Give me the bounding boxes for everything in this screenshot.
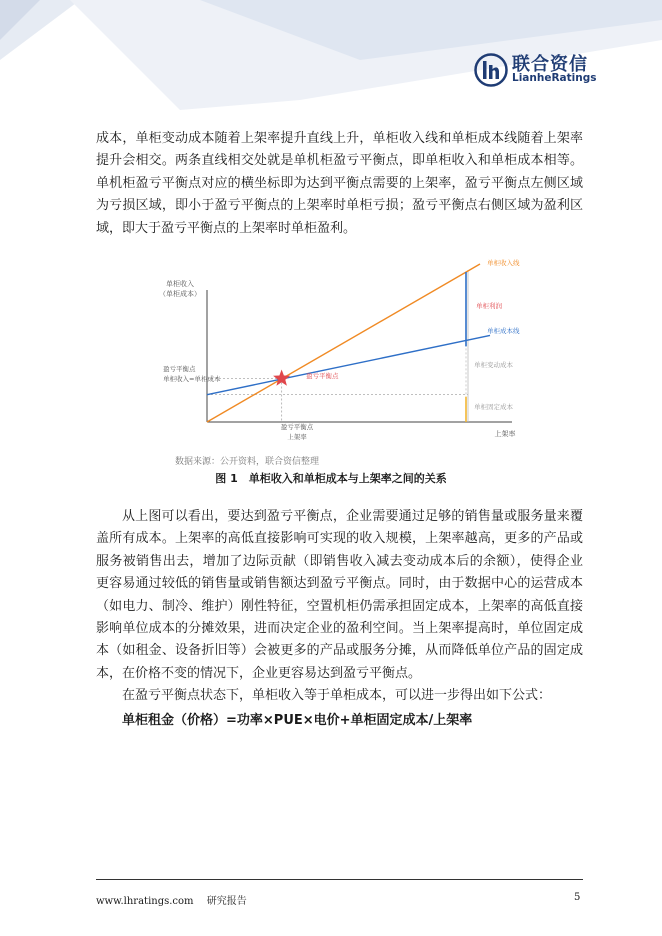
logo-text-en: LianheRatings xyxy=(512,72,597,84)
fixed-cost-label: 单柜固定成本 xyxy=(474,403,513,411)
paragraph-line: 提升会相交。两条直线相交处就是单机柜盈亏平衡点，即单柜收入和单柜成本相等。 xyxy=(96,153,583,169)
y-marker-label-line2: 单柜收入=单柜成本 xyxy=(163,375,221,383)
cost-line xyxy=(207,335,490,394)
paragraph-line: 单机柜盈亏平衡点对应的横坐标即为达到平衡点需要的上架率，盈亏平衡点左侧区域 xyxy=(96,175,583,191)
footer-divider xyxy=(96,879,583,880)
y-axis-label-line2: （单柜成本） xyxy=(159,290,201,298)
paragraph-line: 更容易通过较低的销售量或销售额达到盈亏平衡点。同时，由于数据中心的运营成本 xyxy=(96,576,583,592)
cost-line-label: 单柜成本线 xyxy=(487,327,520,335)
paragraph-line: 域，即大于盈亏平衡点的上架率时单柜盈利。 xyxy=(96,220,357,236)
break-even-point-label: 盈亏平衡点 xyxy=(306,372,339,380)
paragraph-line: 为亏损区域，即小于盈亏平衡点的上架率时单柜亏损；盈亏平衡点右侧区域为盈利区 xyxy=(96,198,583,214)
paragraph-line: 在盈亏平衡点状态下，单柜收入等于单柜成本，可以进一步得出如下公式： xyxy=(122,688,552,704)
footer-website-link[interactable]: www.lhratings.com xyxy=(96,896,194,907)
break-even-chart xyxy=(0,250,662,450)
paragraph-1 xyxy=(96,128,583,240)
paragraph-line: 成本，单柜变动成本随着上架率提升直线上升，单柜收入线和单柜成本线随着上架率 xyxy=(96,131,583,146)
logo-text-cn: 联合资信 xyxy=(512,54,588,75)
logo-mark-icon xyxy=(474,53,508,87)
figure-source: 数据来源：公开资料，联合资信整理 xyxy=(175,457,320,467)
figure-caption: 图 1 单柜收入和单柜成本与上架率之间的关系 xyxy=(215,472,447,485)
x-axis-label: 上架率 xyxy=(494,430,516,438)
paragraph-line: （如电力、制冷、维护）刚性特征，空置机柜仍需承担固定成本，上架率的高低直接 xyxy=(96,598,583,614)
company-logo xyxy=(474,50,604,90)
paragraph-line: 盖所有成本。上架率的高低直接影响可实现的收入规模，上架率越高，更多的产品或 xyxy=(96,531,583,547)
paragraph-line: 从上图可以看出，要达到盈亏平衡点，企业需要通过足够的销售量或服务量来覆 xyxy=(122,509,583,524)
profit-label: 单柜利润 xyxy=(476,302,502,310)
variable-cost-label: 单柜变动成本 xyxy=(474,361,513,369)
footer-left xyxy=(96,892,247,907)
revenue-line-label: 单柜收入线 xyxy=(487,259,520,267)
page-number: 5 xyxy=(574,892,581,903)
paragraph-line: 本，在价格不变的情况下，企业更容易达到盈亏平衡点。 xyxy=(96,665,422,681)
y-axis-label-line1: 单柜收入 xyxy=(166,280,194,288)
revenue-line xyxy=(207,264,480,422)
footer-label: 研究报告 xyxy=(206,896,247,907)
paragraph-line: 服务被销售出去，增加了边际贡献（即销售收入减去变动成本后的余额），使得企业 xyxy=(96,553,583,569)
y-marker-label-line1: 盈亏平衡点 xyxy=(163,365,196,373)
paragraph-2 xyxy=(96,506,583,708)
paragraph-line: 影响单位成本的分摊效果，进而决定企业的盈利空间。当上架率提高时，单位固定成 xyxy=(96,621,583,637)
formula: 单柜租金（价格）=功率×PUE×电价+单柜固定成本/上架率 xyxy=(122,713,473,728)
paragraph-line: 本（如租金、设备折旧等）会被更多的产品或服务分摊，从而降低单位产品的固定成 xyxy=(96,643,583,659)
x-marker-label-line1: 盈亏平衡点 xyxy=(280,423,314,431)
x-marker-label-line2: 上架率 xyxy=(287,433,307,441)
